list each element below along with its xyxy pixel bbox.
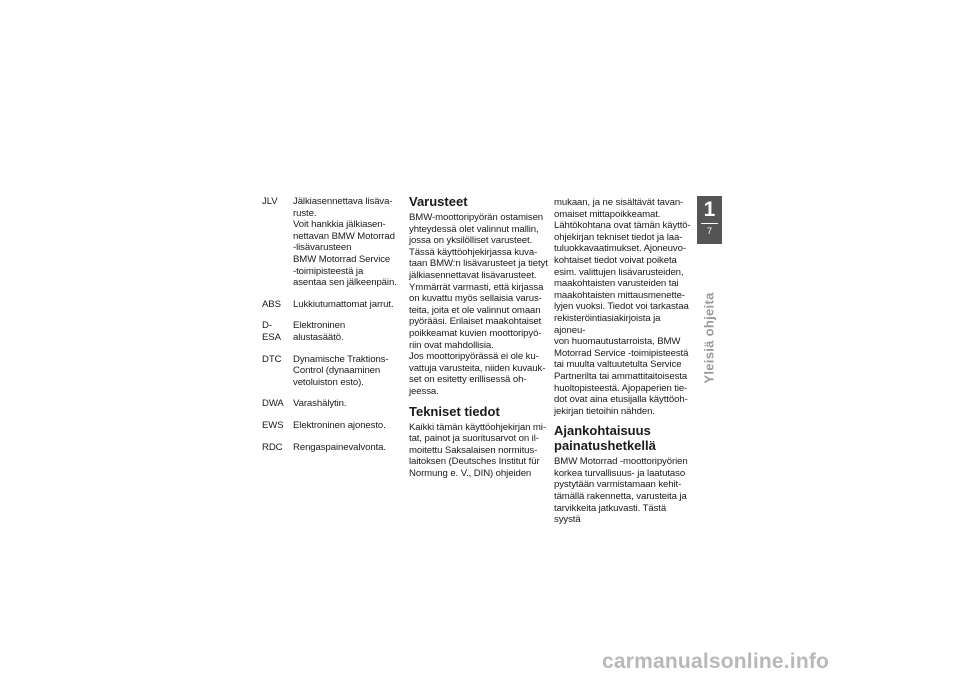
chapter-title-vertical: Yleisiä ohjeita — [701, 292, 717, 384]
abbreviation-row — [262, 299, 397, 311]
section-body-varusteet: BMW-moottoripyörän ostamisen yhteydessä olet valinnut mallin, jossa on yksilölliset varusteet. Tässä käyttöohjekirjassa kuva- taan BMW:n lisävarusteet ja tietyt jälkiasennettavat lisävarusteet. Ymmärrät varmasti, että kirjassa on kuvattu myös sellaisia varus- teita, joita et ole valinnut omaan pyörääsi. Erilaiset maakohtaiset poikkeamat kuvien moottoripyö- riin ovat mahdollisia. Jos moottoripyörässä ei ole ku- vattuja varusteita, niiden kuvauk- set on esitetty erillisessä oh- jeessa. — [409, 212, 548, 397]
chapter-divider — [701, 223, 718, 224]
section-heading-varusteet: Varusteet — [409, 194, 468, 209]
section-body-tekniset-tiedot: Kaikki tämän käyttöohjekirjan mi- tat, painot ja suoritusarvot on il- moitettu Saksalaisen normitus- laitoksen (Deutsches Institut für Normung e. V., DIN) ohjeiden — [409, 421, 546, 479]
abbreviation-key: D- ESA — [262, 320, 281, 343]
column3-body: mukaan, ja ne sisältävät tavan- omaiset mittapoikkeamat. Lähtökohtana ovat tämän käyttö- ohjekirjan tekniset tiedot ja laa- tuluokkavaatimukset. Ajoneuvo- kohtaiset tiedot voivat poiketa esim. valittujen lisävarusteiden, maakohtaisten varusteiden tai maakohtaisten mittausmenette- lyjen vuoksi. Tiedot voi tarkastaa rekisteröintiasiakirjoista ja ajoneu- von huomautustarroista, BMW Motorrad Service -toimipisteestä tai muulta valtuutetulta Service Partnerilta tai ammattitaitoisesta huoltopisteestä. Ajopaperien tie- dot ovat aina etusijalla käyttöoh- jekirjan tietoihin nähden. — [554, 197, 691, 417]
section-heading-tekniset-tiedot: Tekniset tiedot — [409, 403, 500, 419]
abbreviation-key: RDC — [262, 441, 283, 453]
abbreviation-key: DWA — [262, 398, 284, 410]
abbreviation-row — [262, 398, 397, 410]
abbreviation-row — [262, 320, 397, 343]
watermark: carmanualsonline.info — [602, 650, 830, 673]
section-heading-ajankohtaisuus: Ajankohtaisuus painatushetkellä — [554, 423, 656, 454]
abbreviation-key: EWS — [262, 419, 284, 431]
abbreviation-value: Varashälytin. — [293, 398, 347, 410]
column-right — [554, 197, 694, 526]
chapter-number: 1 — [703, 198, 716, 221]
abbreviation-list — [262, 196, 397, 463]
abbreviation-key: JLV — [262, 196, 278, 207]
chapter-tab — [697, 196, 722, 244]
abbreviation-value: Rengaspainevalvonta. — [293, 441, 386, 453]
abbreviation-value: Lukkiutumattomat jarrut. — [293, 298, 394, 310]
section-body-ajankohtaisuus: BMW Motorrad -moottoripyörien korkea turvallisuus- ja laatutaso pystytään varmistamaan kehit- tämällä rakennetta, varusteita ja tarvikkeita jatkuvasti. Tästä syystä — [554, 456, 688, 526]
page-number: 7 — [706, 226, 712, 236]
abbreviation-value: Jälkiasennettava lisäva- ruste. Voit hankkia jälkiasen- nettavan BMW Motorrad -lisävarusteen BMW Motorrad Service -toimipisteestä ja asentaa sen jälkeenpäin. — [293, 196, 397, 289]
abbreviation-key: DTC — [262, 353, 282, 365]
abbreviation-value: Elektroninen alustasäätö. — [293, 320, 346, 343]
abbreviation-value: Elektroninen ajonesto. — [293, 419, 386, 431]
abbreviation-row — [262, 442, 397, 454]
column-middle — [409, 194, 549, 479]
abbreviation-row — [262, 196, 397, 289]
abbreviation-value: Dynamische Traktions- Control (dynaaminen vetoluiston esto). — [293, 353, 389, 388]
abbreviation-row — [262, 354, 397, 389]
abbreviation-key: ABS — [262, 298, 281, 310]
abbreviation-row — [262, 420, 397, 432]
